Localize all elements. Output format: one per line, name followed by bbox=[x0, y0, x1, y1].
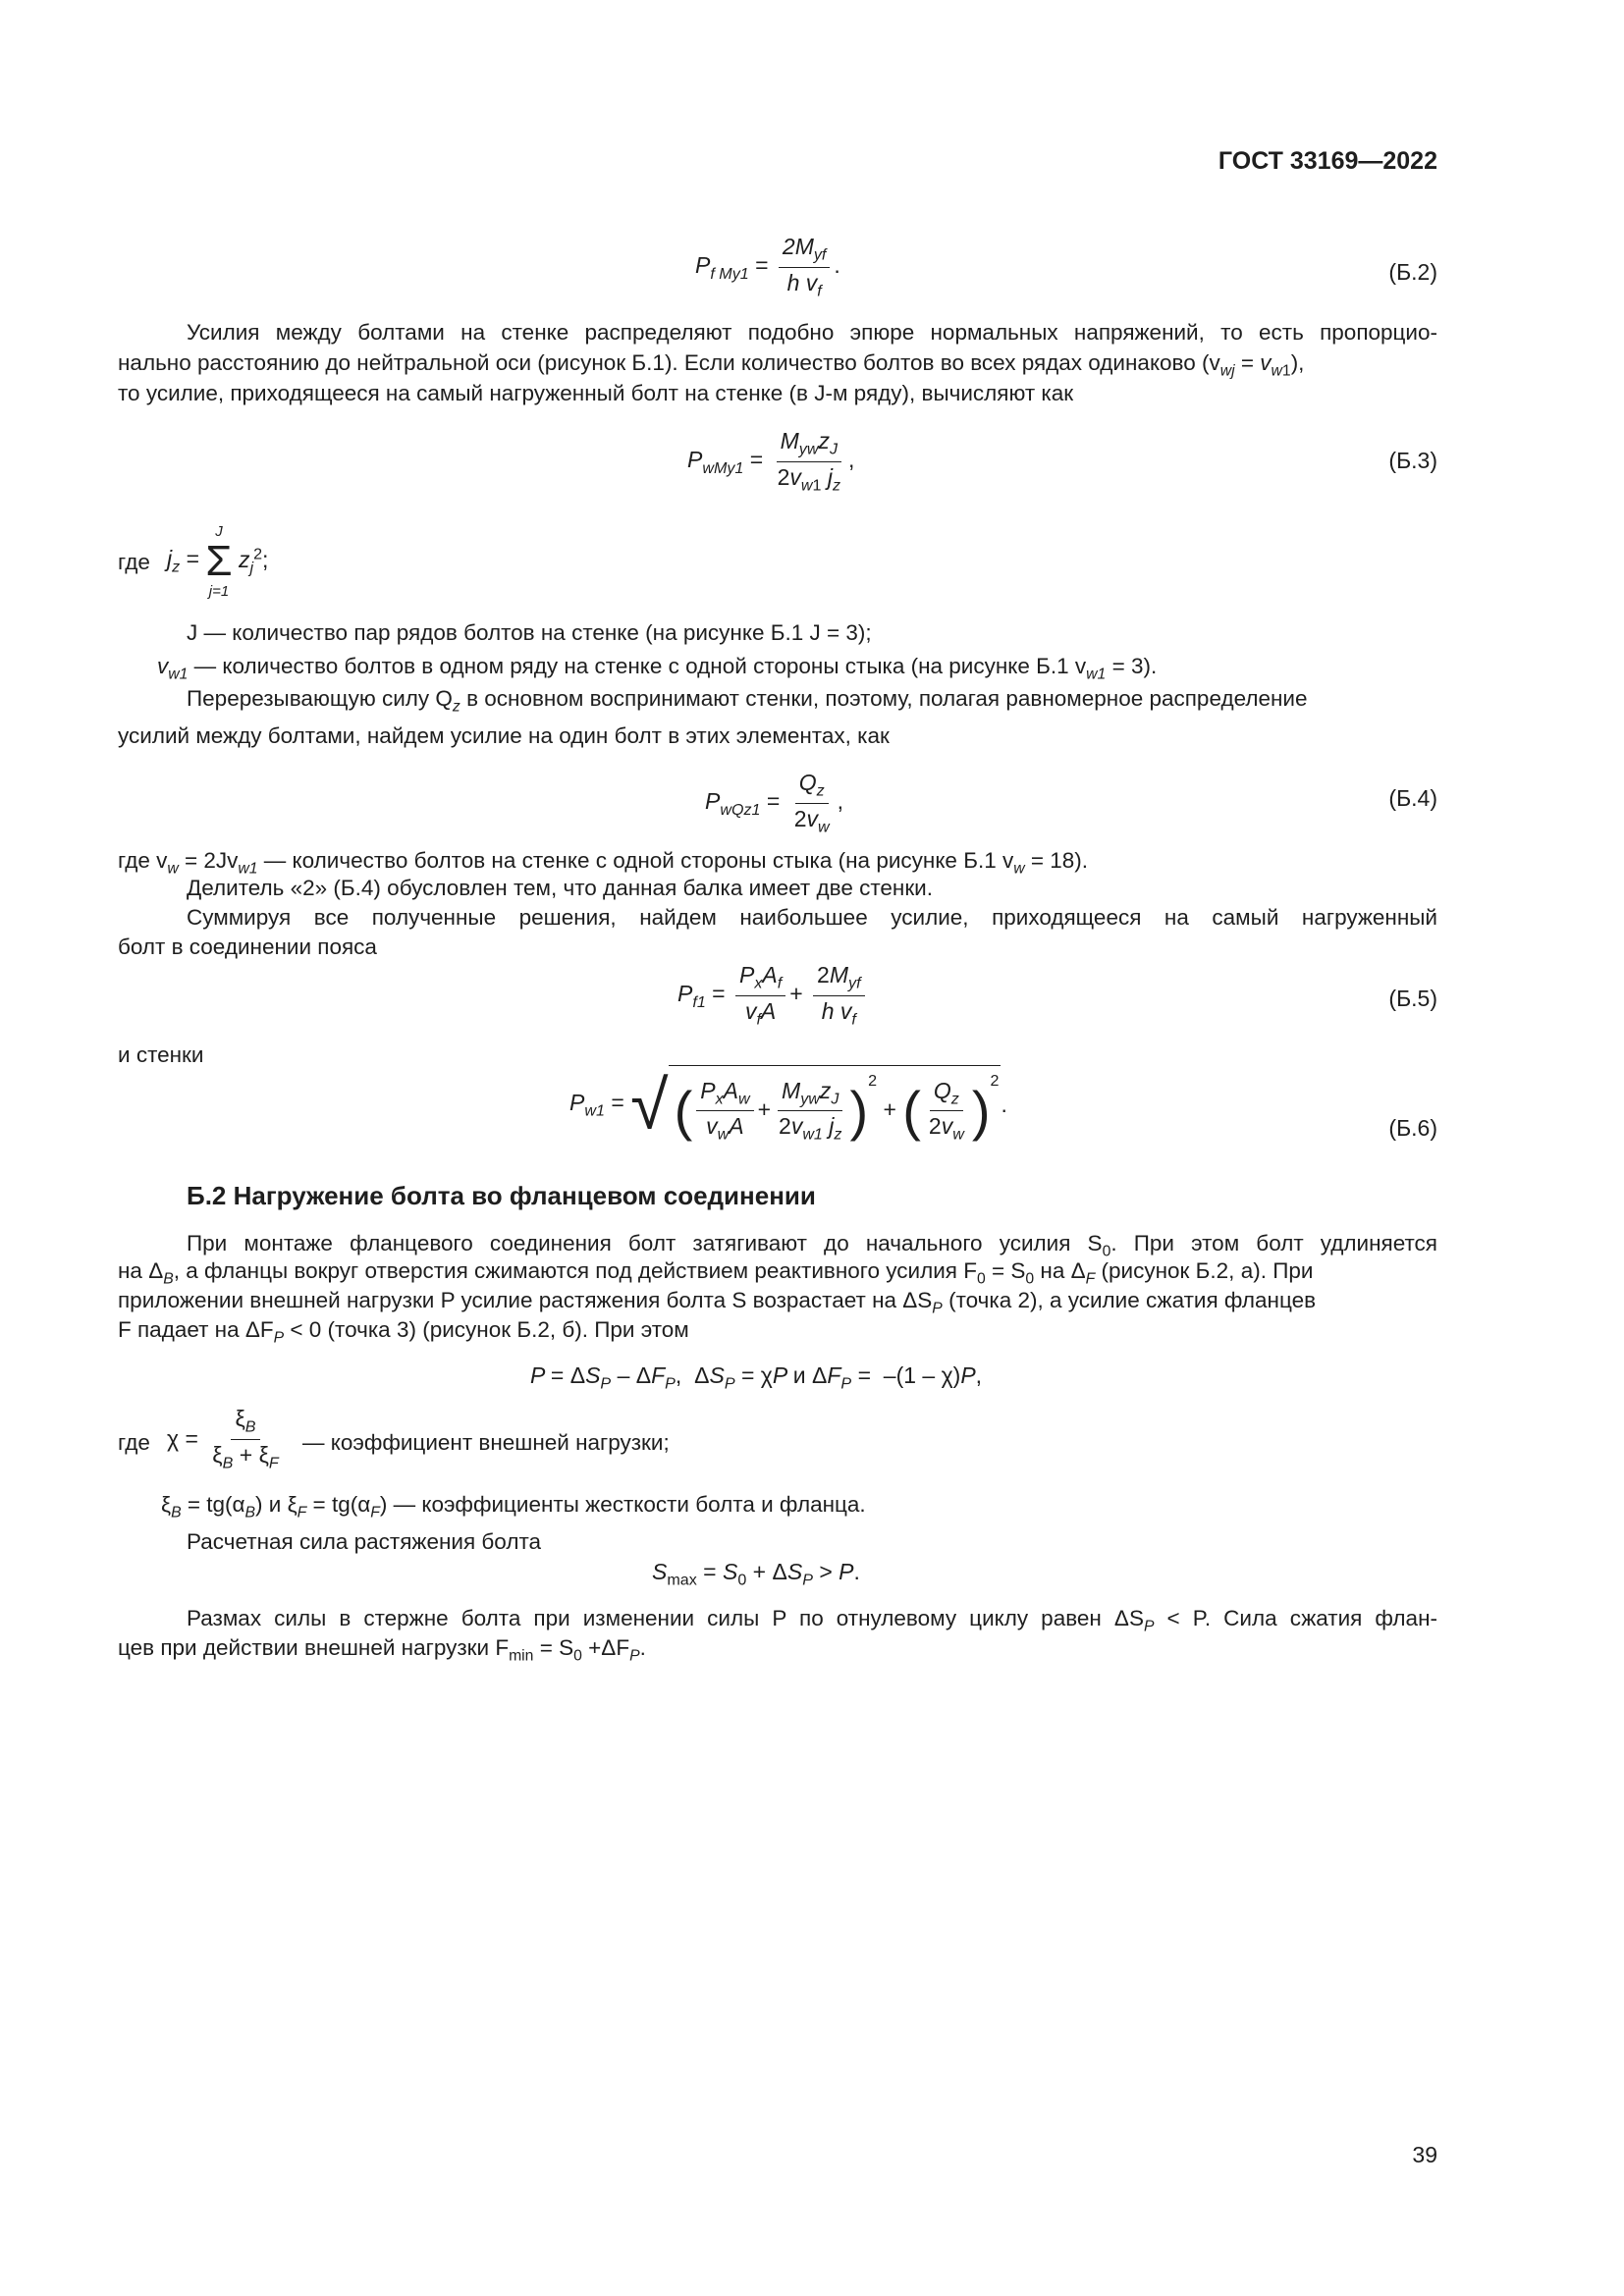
paragraph-line: на $\Delta_B$, а фланцы вокруг отверстия сжимаются под действием реактивного усилия $F_0 = S_0$ на $\Delta_F$ (рисунок Б.2, а). При bbox=[118, 1258, 1314, 1288]
paragraph-line: где $v_w = 2Jv_{w1}$ — количество болтов на стенке с одной стороны стыка (на рисунке Б.1 $v_w = 18$). bbox=[118, 848, 1089, 878]
paragraph-line: Усилия между болтами на стенке распределяют подобно эпюре нормальных напряжений, то есть пропорцио- bbox=[187, 320, 1437, 345]
paragraph-line: усилий между болтами, найдем усилие на один болт в этих элементах, как bbox=[118, 723, 890, 748]
equation-number-b5: (Б.5) bbox=[1388, 986, 1437, 1011]
equation-number-b2: (Б.2) bbox=[1388, 259, 1437, 285]
paragraph-line: Перерезывающую силу $Q_z$ в основном воспринимают стенки, поэтому, полагая равномерное распределение bbox=[187, 686, 1308, 716]
paragraph-line: приложении внешней нагрузки P усилие растяжения болта S возрастает на $\Delta S_P$ (точка 2), а усилие сжатия фланцев bbox=[118, 1288, 1317, 1317]
definition-J: J — количество пар рядов болтов на стенке (на рисунке Б.1 J = 3); bbox=[187, 620, 872, 645]
paragraph-line: Размах силы в стержне болта при изменении силы P по отнулевому циклу равен $\Delta S_P < P$. Сила сжатия флан- bbox=[187, 1606, 1437, 1635]
and-wall-label: и стенки bbox=[118, 1042, 204, 1067]
equation-number-b3: (Б.3) bbox=[1388, 448, 1437, 473]
paragraph-line: нально расстоянию до нейтральной оси (рисунок Б.1). Если количество болтов во всех рядах одинаково $(v_{wj} = v_{w1})$, bbox=[118, 350, 1305, 380]
where-label: где bbox=[118, 550, 150, 574]
equation-force-balance: $P = \Delta S_P - \Delta F_P$, $\Delta S_P = \chi P$ и $\Delta F_P = -(1 - \chi)P$, bbox=[530, 1362, 983, 1393]
equation-b3: $P_{wMy1}$ = $\frac{M_{yw}z_J}{2v_{w1} j_z}$ , bbox=[687, 428, 855, 495]
where-label: где bbox=[118, 1430, 150, 1455]
equation-b6: $P_{w1}$ = √ ( $\frac{P_xA_w}{v_wA}$ + $\frac{M_{yw}z_J}{2v_{w1} j_z}$ )$^2$ + ( $\frac{Q_z}{2v_w}$ )$^2$. bbox=[569, 1066, 1007, 1145]
equation-b5: $P_{f1}$ = $\frac{P_xA_f}{v_fA}$ + $\frac{2M_{yf}}{h v_f}$ bbox=[677, 962, 869, 1029]
document-header: ГОСТ 33169—2022 bbox=[1218, 147, 1437, 175]
equation-chi: χ = $\frac{\xi_B}{\xi_B + \xi_F}$ bbox=[167, 1406, 279, 1472]
paragraph-line: F падает на $\Delta F_P < 0$ (точка 3) (рисунок Б.2, б). При этом bbox=[118, 1317, 689, 1347]
paragraph-line: болт в соединении пояса bbox=[118, 934, 377, 959]
paragraph-line: Суммируя все полученные решения, найдем наибольшее усилие, приходящееся на самый нагруженный bbox=[187, 905, 1437, 930]
equation-b2: $P_{f My1}$ = $\frac{2M_{yf}}{h v_f}$ . bbox=[695, 234, 840, 300]
paragraph-line: При монтаже фланцевого соединения болт затягивают до начального усилия $S_0$. При этом болт удлиняется bbox=[187, 1231, 1437, 1260]
paragraph-line: Расчетная сила растяжения болта bbox=[187, 1529, 542, 1554]
paragraph-line: то усилие, приходящееся на самый нагруженный болт на стенке (в J-м ряду), вычисляют как bbox=[118, 381, 1074, 405]
chi-definition: — коэффициент внешней нагрузки; bbox=[302, 1430, 670, 1455]
equation-b4: $P_{wQz1}$ = $\frac{Q_z}{2v_w}$ , bbox=[705, 770, 844, 836]
equation-number-b6: (Б.6) bbox=[1388, 1115, 1437, 1141]
section-heading: Б.2 Нагружение болта во фланцевом соединении bbox=[187, 1181, 816, 1210]
equation-number-b4: (Б.4) bbox=[1388, 785, 1437, 811]
paragraph-line: Делитель «2» (Б.4) обусловлен тем, что данная балка имеет две стенки. bbox=[187, 876, 933, 900]
definition-vw1: $v_{w1}$ — количество болтов в одном ряду на стенке с одной стороны стыка (на рисунке Б.1 $v_{w1} = 3$). bbox=[157, 654, 1158, 683]
xi-definition: $\xi_B = tg(\alpha_B)$ и $\xi_F = tg(\alpha_F)$ — коэффициенты жесткости болта и фланца. bbox=[161, 1492, 866, 1522]
paragraph-line: цев при действии внешней нагрузки $F_{min} = S_0 +\Delta F_P$. bbox=[118, 1635, 646, 1665]
page-number: 39 bbox=[1412, 2142, 1437, 2167]
equation-jz: $j_z$ = J Σ j=1 $z_j^2$; bbox=[167, 523, 269, 600]
equation-smax: $S_{max} = S_0 + \Delta S_P > P$. bbox=[652, 1559, 860, 1589]
